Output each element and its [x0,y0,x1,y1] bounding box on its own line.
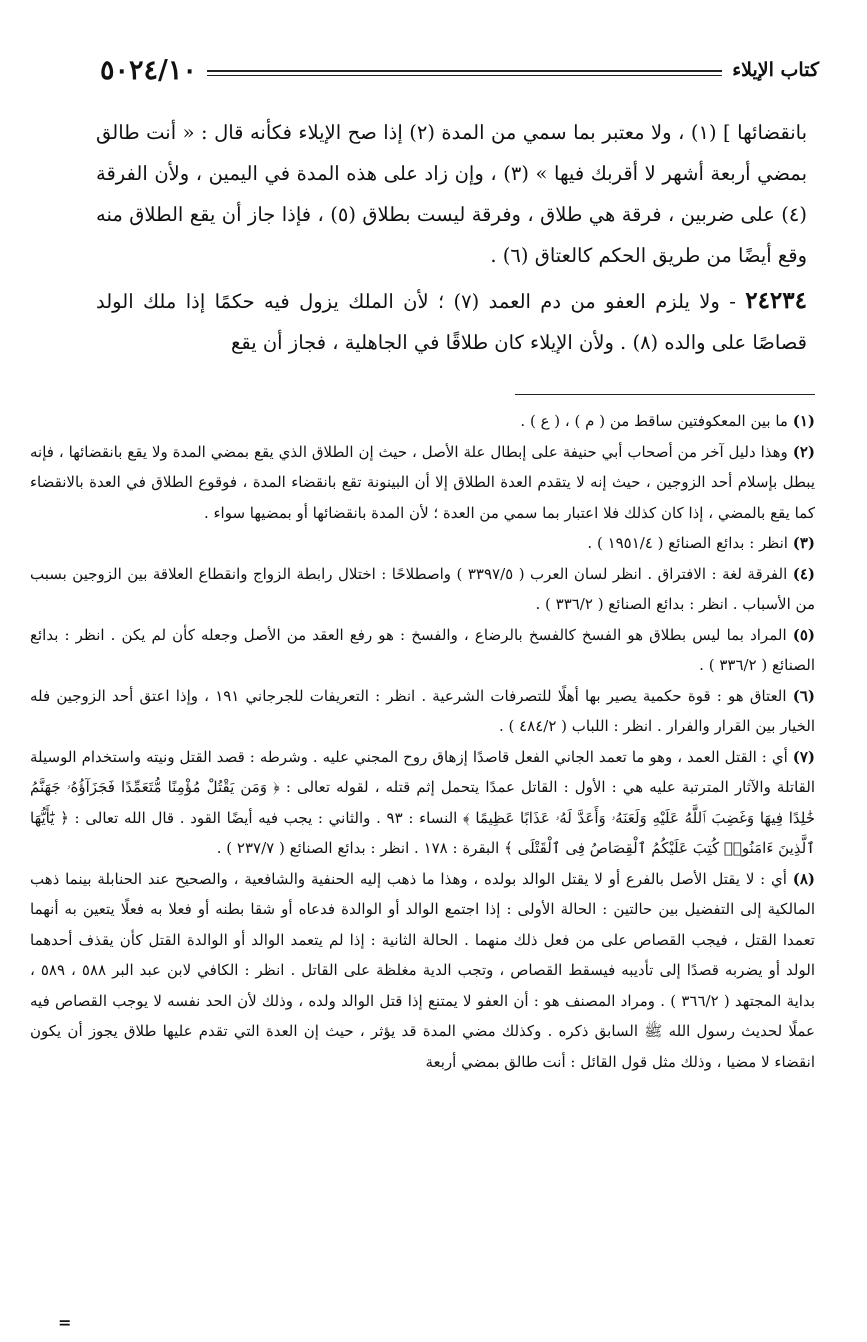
footnote-1 [30,406,815,437]
footnote-text: الفرقة لغة : الافتراق . انظر لسان العرب ( ٣٣٩٧/٥ ) واصطلاحًا : اختلال رابطة الزواج وانقطاع العلاقة بين الزوجين بسبب من الأسباب . انظر : بدائع الصنائع ( ٣٣٦/٢ ) . [30,564,815,613]
footnote-number: (٥) [792,625,815,644]
footnote-5 [30,620,815,681]
footnote-6 [30,681,815,742]
continuation-mark: = [58,1313,72,1332]
footnote-text: المراد بما ليس بطلاق هو الفسخ كالفسخ بالرضاع ، والفسخ : هو رفع العقد من الأصل وجعله كأن لم يكن . انظر : بدائع الصنائع ( ٣٣٦/٢ ) . [30,625,815,674]
footnote-number: (١) [792,412,815,430]
footnotes [30,406,815,1077]
footnote-number: (٢) [792,442,815,461]
footnote-text: انظر : بدائع الصنائع ( ١٩٥١/٤ ) . [587,534,793,552]
footnote-number: (٧) [792,747,815,766]
footnote-text: أي : القتل العمد ، وهو ما تعمد الجاني الفعل قاصدًا إزهاق روح المجني عليه . وشرطه : قصد القتل ونيته واستخدام الوسيلة القاتلة والآثار المترتبة عليه هي : الأول : القاتل عمدًا يتحمل إثم قتله ، لقوله تعالى : ﴿ وَمَن يَقْتُلْ مُؤْمِنًا مُّتَعَمِّدًا فَجَزَآؤُهُۥ جَهَنَّمُ خَٰلِدًا فِيهَا وَغَضِبَ ٱللَّهُ عَلَيْهِ وَلَعَنَهُۥ وَأَعَدَّ لَهُۥ عَذَابًا عَظِيمًا ﴾ النساء : ٩٣ . والثاني : يجب فيه أيضًا القود . قال الله تعالى : ﴿ يَٰٓأَيُّهَا ٱلَّذِينَ ءَامَنُوا۟ كُتِبَ عَلَيْكُمُ ٱلْقِصَاصُ فِى ٱلْقَتْلَى ﴾ البقرة : ١٧٨ . انظر : بدائع الصنائع ( ٢٣٧/٧ ) . [30,747,815,857]
footnote-3 [30,528,815,559]
footnote-number: (٤) [792,564,816,583]
footnote-text: وهذا دليل آخر من أصحاب أبي حنيفة على إبطال علة الأصل ، حيث إن الطلاق الذي يقع بمضي المدة ولا يقع بانقضائها ، فإنه يبطل بإسلام أحد الزوجين ، حيث إنه لا يتقدم العدة الطلاق إلا أن البينونة تقع بانقضاء المدة ، فوقوع الطلاق في العدة بالانقضاء كما يقع بالمضي ، إذا كان كذلك فلا اعتبار بما سمي من العدة ؛ لأن المدة بانقضائها أو بمضيها سواء . [30,442,815,522]
issue-text: - ولا يلزم العفو من دم العمد (٧) ؛ لأن الملك يزول فيه حكمًا إذا ملك الولد قصاصًا على والده (٨) . ولأن الإيلاء كان طلاقًا في الجاهلية ، فجاز أن يقع [96,290,807,354]
footnote-number: (٨) [792,869,815,888]
footnote-4 [30,559,815,620]
issue-number: ٢٤٢٣٤ [745,287,807,314]
footnote-text: أي : لا يقتل الأصل بالفرع أو لا يقتل الوالد بولده ، وهذا ما ذهب إليه الحنفية والشافعية ، والصحيح عند الحنابلة بينما ذهب المالكية إلى التفضيل بين حالتين : الحالة الأولى : إذا اجتمع الوالد أو الوالدة فدعاه أو شقا بطنه أو فعلا به فعلًا يتعين به أنهما تعمدا القتل ، فيجب القصاص على من فعل ذلك منهما . الحالة الثانية : إذا لم يتعمد الوالد أو الوالدة القتل كأن يقذف أحدهما الولد أو يضربه قصدًا إلى تأديبه فيسقط القصاص ، وتجب الدية مغلظة على القاتل . انظر : الكافي لابن عبد البر ٥٨٨ ، ٥٨٩ ، بداية المجتهد ( ٣٦٦/٢ ) . ومراد المصنف هو : أن العفو لا يمتنع إذا قتل الوالد ولده ، وذلك لأن الحد نفسه لا يوجب القصاص فيه عملًا لحديث رسول الله ﷺ السابق ذكره . وكذلك مضي المدة قد يؤثر ، حيث إن العدة التي تقدم عليها طلاق يجوز أن يكون انقضاء لا مضيا ، وذلك مثل قول القائل : أنت طالق بمضي أربعة [30,869,815,1071]
footnote-number: (٣) [792,534,815,552]
footnote-text: العتاق هو : قوة حكمية يصير بها أهلًا للتصرفات الشرعية . انظر : التعريفات للجرجاني ١٩١ ، وإذا اعتق أحد الزوجين فله الخيار بين القرار والفرار . انظر : اللباب ( ٤٨٤/٢ ) . [30,686,815,735]
footnote-number: (٦) [792,686,815,705]
footnote-text: ما بين المعكوفتين ساقط من ( م ) ، ( ع ) . [520,412,793,430]
footnote-7 [30,742,815,864]
running-title: كتاب الإيلاء [732,59,819,81]
issue-paragraph [96,280,807,363]
footnote-8 [30,864,815,1078]
footnote-2 [30,437,815,529]
footnote-separator [515,394,815,395]
page-number: ٥٠٢٤/١٠ [100,54,197,86]
page-header [100,52,819,88]
main-paragraph: بانقضائها ] (١) ، ولا معتبر بما سمي من المدة (٢) إذا صح الإيلاء فكأنه قال : « أنت طالق بمضي أربعة أشهر لا أقربك فيها » (٣) ، وإن زاد على هذه المدة في اليمين ، ولأن الفرقة (٤) على ضربين ، فرقة هي طلاق ، وفرقة ليست بطلاق (٥) ، فإذا جاز أن يقع الطلاق منه وقع أيضًا من طريق الحكم كالعتاق (٦) . [96,121,807,267]
main-text [96,112,807,363]
header-rule [207,64,722,76]
